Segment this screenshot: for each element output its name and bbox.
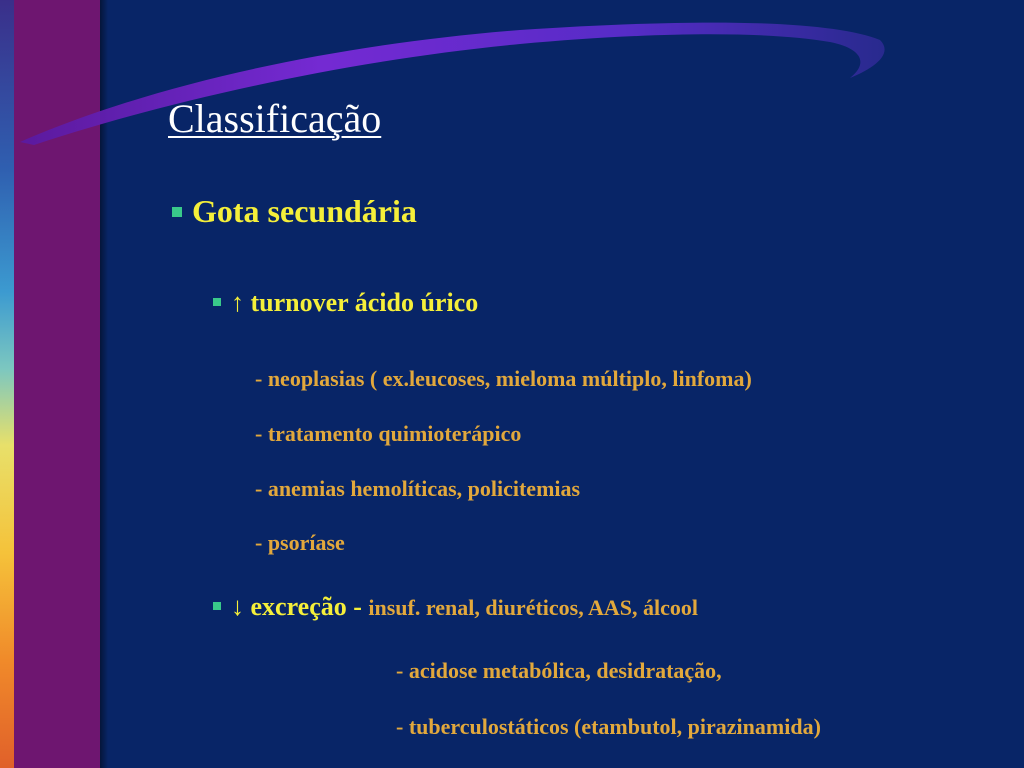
group1-label: turnover ácido úrico [250, 288, 479, 317]
square-bullet-icon [213, 602, 221, 610]
swoosh-decoration [0, 0, 1024, 200]
group1-item: - psoríase [255, 530, 345, 555]
group2-heading [213, 592, 698, 622]
group1-heading [213, 288, 478, 318]
group2-item: - tuberculostáticos (etambutol, pirazinamida) [396, 714, 821, 739]
slide-title: Classificação [168, 96, 382, 141]
level1-item [172, 193, 417, 230]
square-bullet-icon [172, 207, 182, 217]
level1-label: Gota secundária [192, 193, 417, 229]
swoosh-shape [20, 23, 885, 145]
square-bullet-icon [213, 298, 221, 306]
group1-item: - neoplasias ( ex.leucoses, mieloma múltiplo, linfoma) [255, 366, 752, 391]
group1-item: - tratamento quimioterápico [255, 421, 522, 446]
group2-label: excreção - [250, 592, 362, 621]
down-arrow-icon: ↓ [231, 592, 244, 621]
group2-item: - acidose metabólica, desidratação, [396, 658, 722, 683]
group1-item: - anemias hemolíticas, policitemias [255, 476, 581, 501]
group2-inline-text: insuf. renal, diuréticos, AAS, álcool [368, 595, 699, 620]
up-arrow-icon: ↑ [231, 288, 244, 317]
